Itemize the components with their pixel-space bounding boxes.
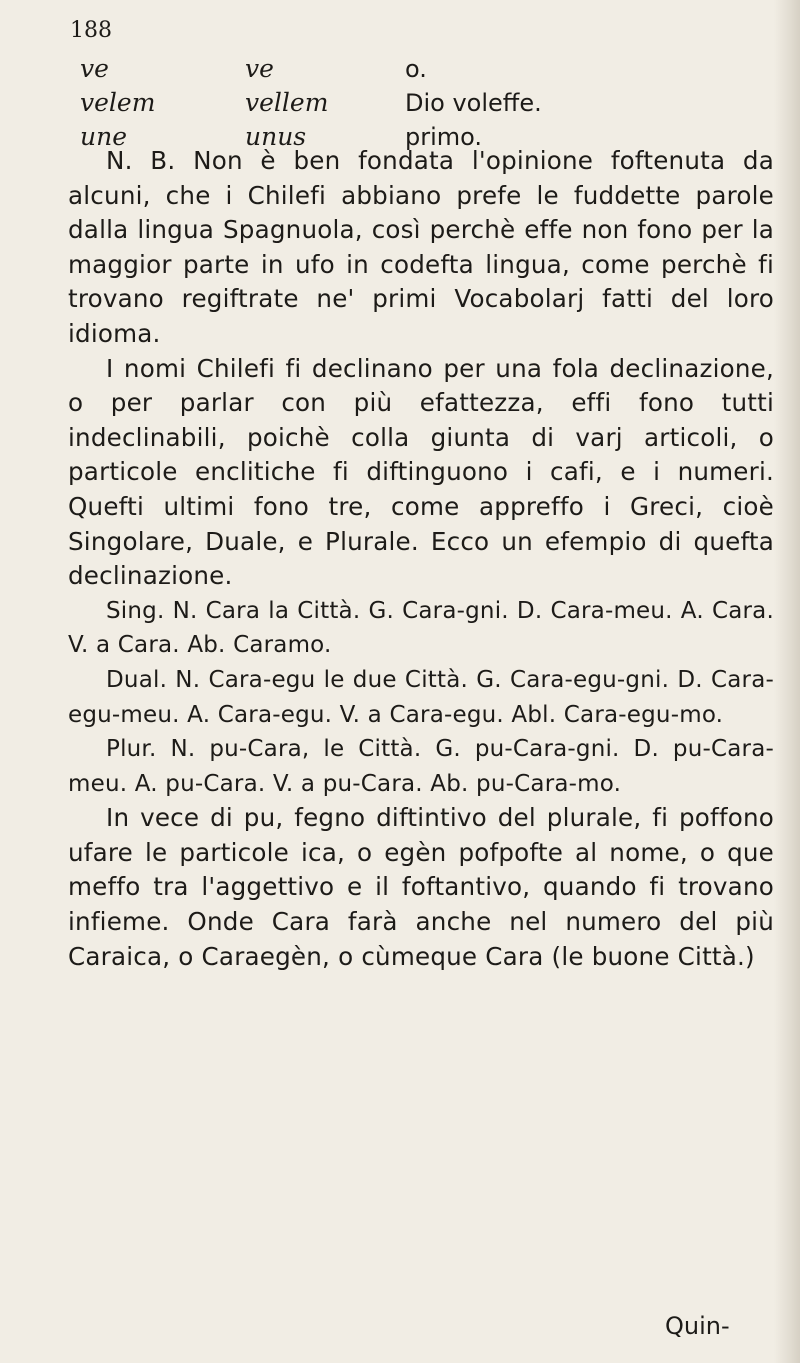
word-italian: o. — [405, 55, 427, 83]
word-chilean: ve — [80, 54, 109, 83]
word-italian: primo. — [405, 123, 483, 151]
word-chilean: une — [80, 122, 127, 151]
page-number: 188 — [70, 18, 112, 43]
paragraph-plural-particles: In vece di pu, fegno diftintivo del plurale, fi poffono ufare le particole ica, o egèn pofpofte al nome, o que meffo tra l'aggettivo e il foftantivo, quando fi trovano infieme. Onde Cara farà anche nel numero del più Caraica, o Caraegèn, o cùmeque Cara (le buone Città.) — [68, 803, 774, 971]
declension-dual: Dual. N. Cara-egu le due Città. G. Cara-egu-gni. D. Cara-egu-meu. A. Cara-egu. V. a Cara-egu. Abl. Cara-egu-mo. — [68, 666, 774, 728]
word-chilean: velem — [80, 88, 156, 117]
body-text — [68, 144, 774, 974]
word-latin: vellem — [245, 88, 329, 117]
word-latin: ve — [245, 54, 274, 83]
word-latin: unus — [245, 122, 307, 151]
paragraph-declension-intro: I nomi Chilefi fi declinano per una fola declinazione, o per parlar con più efattezza, effi fono tutti indeclinabili, poichè colla giunta di varj articoli, o particole enclitiche fi diftinguono i cafi, e i numeri. Quefti ultimi fono tre, come appreffo i Greci, cioè Singolare, Duale, e Plurale. Ecco un efempio di quefta declinazione. — [68, 353, 774, 591]
catchword: Quin- — [665, 1312, 730, 1340]
page-edge — [774, 0, 800, 1363]
paragraph-nota-bene: N. B. Non è ben fondata l'opinione foftenuta da alcuni, che i Chilefi abbiano prefe le fuddette parole dalla lingua Spagnuola, così perchè effe non fono per la maggior parte in ufo in codefta lingua, come perchè fi trovano regiftrate ne' primi Vocabolarj fatti del loro idioma. — [68, 146, 774, 348]
declension-example — [68, 594, 774, 802]
declension-singular: Sing. N. Cara la Città. G. Cara-gni. D. Cara-meu. A. Cara. V. a Cara. Ab. Caramo. — [68, 597, 774, 659]
word-italian: Dio voleffe. — [405, 89, 542, 117]
declension-plural: Plur. N. pu-Cara, le Città. G. pu-Cara-gni. D. pu-Cara-meu. A. pu-Cara. V. a pu-Cara. Ab. pu-Cara-mo. — [68, 736, 774, 797]
